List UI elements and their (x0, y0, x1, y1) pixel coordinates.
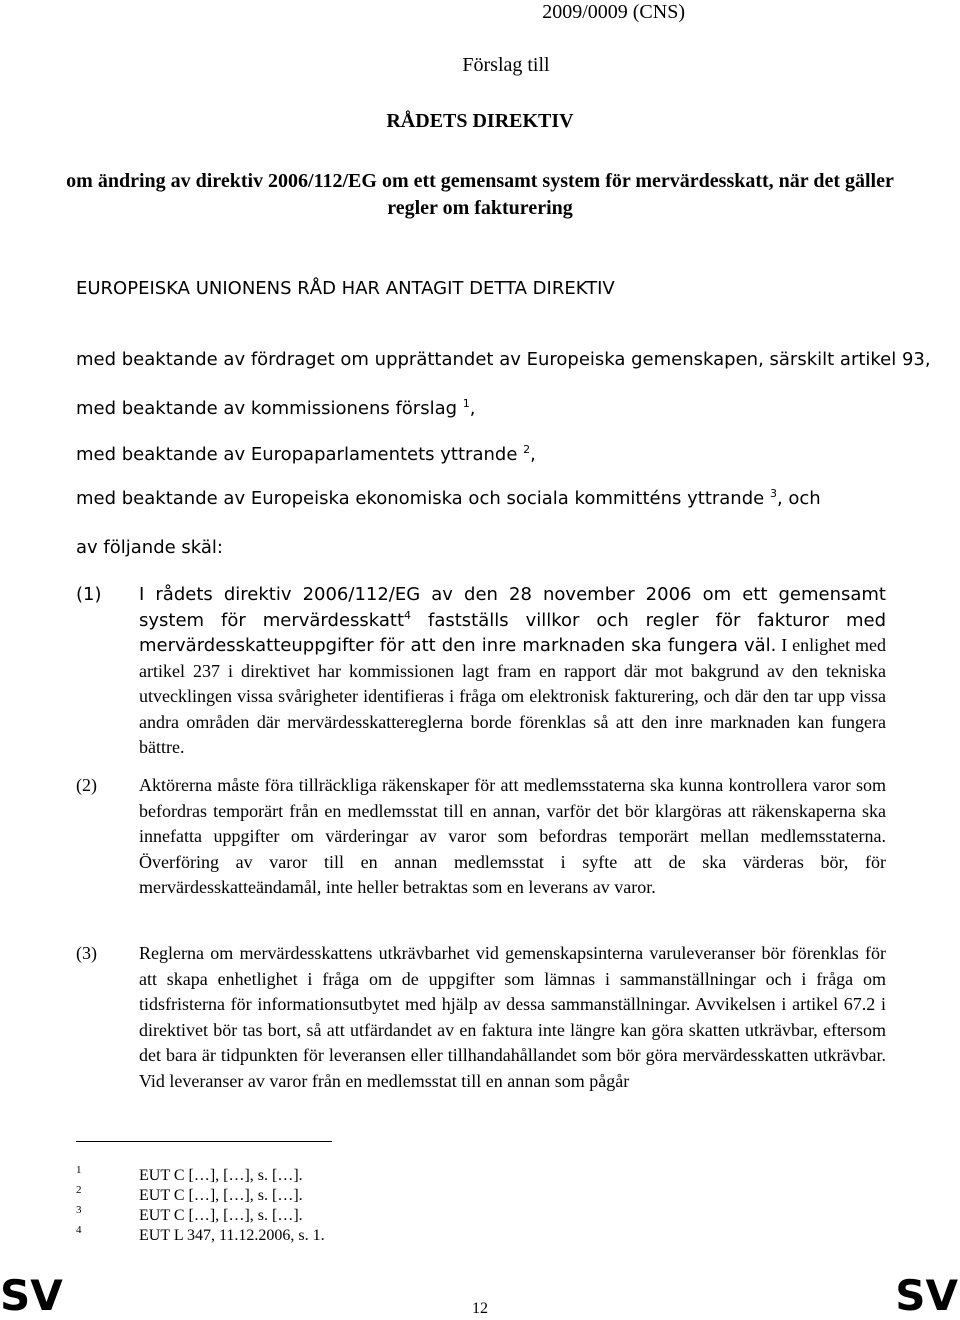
footnote-ref-3[interactable]: 3 (769, 487, 777, 500)
language-code-left: SV (0, 1271, 63, 1320)
recital-number: (1) (76, 584, 102, 605)
recital-1: (1) I rådets direktiv 2006/112/EG av den 28 november 2006 om ett gemensamt system för mervärdesskatt$^4$ fastställs villkor och regler för fakturor med mervärdesskatteuppgifter för att den inre marknaden ska fungera väl. I enlighet med artikel 237 i direktivet har kommissionen lagt fram en rapport där mot bakgrund av den tekniska utvecklingen vissa svårigheter identifieras i fråga om elektronisk fakturering, och där den tar upp vissa andra områden där mervärdesskattereglerna borde förenklas så att den inre marknaden kan fungera bättre. (76, 584, 886, 757)
document-title: RÅDETS DIREKTIV (386, 110, 574, 132)
recital-number: (3) (76, 943, 97, 963)
page-number: 12 (472, 1300, 488, 1317)
footnote-ref-2[interactable]: 2 (523, 443, 531, 456)
reasons-intro: av följande skäl: (76, 537, 223, 558)
footnote-1: 1 EUT C […], […], s. […]. (76, 1164, 303, 1184)
footnote-separator (76, 1141, 332, 1142)
citation-committee-opinion: med beaktande av Europeiska ekonomiska och sociala kommitténs yttrande $^3$, och (76, 487, 821, 509)
enacting-formula: EUROPEISKA UNIONENS RÅD HAR ANTAGIT DETTA DIREKTIV (76, 278, 615, 299)
citation-parliament-opinion: med beaktande av Europaparlamentets yttrande $^2$, (76, 443, 536, 465)
document-reference: 2009/0009 (CNS) (542, 1, 685, 23)
recital-2: (2) Aktörerna måste föra tillräckliga räkenskaper för att medlemsstaterna ska kunna kontrollera varor som befordras temporärt från en medlemsstat till en annan, varför det bör klargöras att räkenskaperna ska innefatta uppgifter om värderingar av varor som befordras temporärt mellan medlemsstaterna. Överföring av varor till en annan medlemsstat i syfte att de ska värderas bör, för mervärdesskatteändamål, inte heller betraktas som en leverans av varor. (76, 775, 886, 897)
footnote-3: 3 EUT C […], […], s. […]. (76, 1204, 303, 1224)
footnote-ref-4[interactable]: 4 (404, 608, 412, 622)
proposal-label: Förslag till (462, 54, 550, 76)
footnote-ref-1[interactable]: 1 (462, 397, 470, 410)
footnote-4: 4 EUT L 347, 11.12.2006, s. 1. (76, 1224, 325, 1244)
citation-commission-proposal: med beaktande av kommissionens förslag $^1$, (76, 397, 476, 419)
recital-3: (3) Reglerna om mervärdesskattens utkrävbarhet vid gemenskapsinterna varuleveranser bör förenklas för att skapa enhetlighet i fråga om de uppgifter som lämnas i sammanställningar och i fråga om tidsfristerna för informationsutbytet med hjälp av dessa sammanställningar. Avvikelsen i artikel 67.2 i direktivet bör tas bort, så att utfärdandet av en faktura inte längre kan göra skatten utkrävbar, eftersom det bara är tidpunkten för leveransen eller tillhandahållandet som bör göra mervärdesskatten utkrävbar. Vid leveranser av varor från en medlemsstat till en annan som pågår (76, 943, 886, 1091)
footnote-2: 2 EUT C […], […], s. […]. (76, 1184, 303, 1204)
citation-treaty: med beaktande av fördraget om upprättandet av Europeiska gemenskapen, särskilt artikel 93, (76, 349, 931, 370)
document-subtitle: om ändring av direktiv 2006/112/EG om ett gemensamt system för mervärdesskatt, när det gäller regler om fakturering (66, 170, 894, 219)
recital-number: (2) (76, 775, 97, 795)
language-code-right: SV (895, 1271, 958, 1320)
